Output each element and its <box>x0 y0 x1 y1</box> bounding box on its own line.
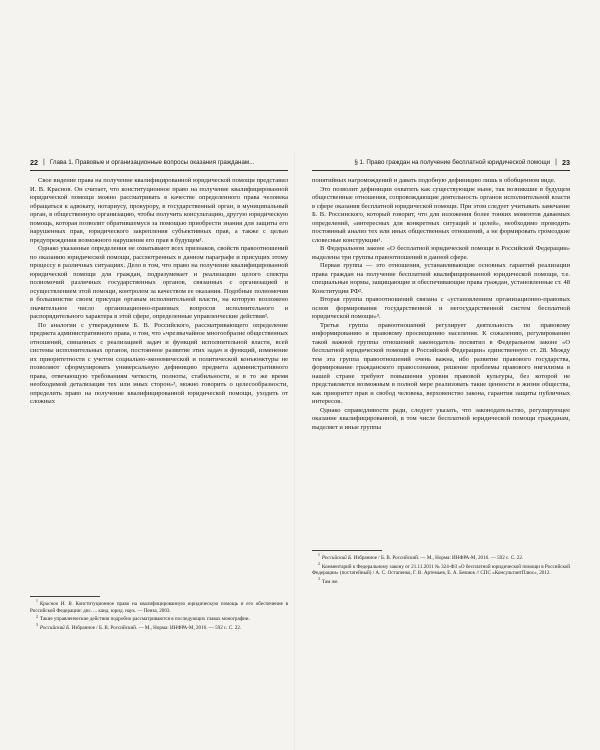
left-paragraph: Однако указанные определения не охватывают всех признаков, свойств правоотношений по оказанию юридической помощи, рассмотренных в данном параграфе и присущих этому процессу в различных ситуациях. Дело в том, что право на получение квалифицированной юридической помощи для граждан, подразумевает и реализацию целого спектра полномочий различных государственных органов, связанных с организацией и осуществлением этой помощи, контролем за качеством ее оказания. Подобные полномочия в большинстве своем присущи органам исполнительной власти, на которую возложено значительное число организационно-правовых вопросов исполнительного и распорядительного характера в этой сфере, определенные управленческие действия². <box>30 245 288 321</box>
right-footnotes <box>312 550 570 587</box>
footnote-text: Конституционное право на квалифицированную юридическую помощь и его обеспечение в Российской Федерации: дис. ... канд. юрид. наук. — Пенза, 2003. <box>30 601 288 614</box>
footnote-text: Избранное / Б. В. Российский. — М., Норма: ИНФРА-М, 2016. — 592 с. С. 22. <box>70 624 242 631</box>
left-running-header <box>30 158 288 171</box>
footnote-text: Комментарий к Федеральному закону от 21.11.2011 № 324-ФЗ «О бесплатной юридической помощи в Российской Федерации» (постатейный) / А. С. Остапенко, Г. В. Артемьев, Е. А. Бевзюк // СПС «КонсультантПлюс», 2012. <box>312 563 570 577</box>
right-running-header <box>312 158 570 171</box>
left-page <box>30 158 288 407</box>
footnote <box>30 616 288 623</box>
right-body-text <box>312 177 570 432</box>
footnote-mark: 3 <box>36 623 38 628</box>
left-page-number: 22 <box>30 158 38 167</box>
left-running-title: Глава 1. Правовые и организационные вопросы оказания гражданам... <box>49 159 255 166</box>
right-paragraph: Это позволит дефиниции охватить как существующие ныне, так возникшие в будущем общественные отношения, сопровождающие деятельность органов исполнительной власти в сфере оказания бесплатной юридической помощи. При этом следует учитывать замечание Б. В. Россинского, который говорит, что для изложения более тонких моментов даваемых определений, «интересных для конкретных ситуаций и целей», необходимо проводить постоянный анализ тех или иных общественных отношений, а не формировать громоздкие словесные конструкции¹. <box>312 185 570 244</box>
footnote <box>30 601 288 614</box>
footnote-mark: 1 <box>318 553 320 558</box>
footnote-text: Такие управленческие действия подробно рассматриваются в последующих главах монографии. <box>39 616 250 623</box>
right-paragraph: Первая группа — это отношения, устанавливающие основных гарантий реализации права граждан на получение бесплатной квалифицированной юридической помощи, т.е. специальные нормы, защищающие и обеспечивающие права граждан, установленные ст. 48 Конституции РФ². <box>312 262 570 295</box>
right-paragraph: Третья группа правоотношений регулирует деятельность по правовому информированию и правовому просвещению населения. К сожалению, регулированию такой важной группы отношений законодатель посвятил в Федеральном законе «О бесплатной юридической помощи в Российской Федерации» единственную ст. 28. Между тем эта группа правоотношений очень важна, ибо развитие правового государства, формирование гражданского правосознания, решение проблемы правового нигилизма в нашей стране требуют повышения уровня правовой культуры, без которой не представляется возможным в полной мере реализовать такие ценности в жизни общества, как приоритет прав и свобод человека, верховенство закона, гарантия защиты публичных интересов. <box>312 321 570 406</box>
footnote-mark: 2 <box>36 614 38 619</box>
footnote-text: Избранное / Б. В. Российский. — М., Норма: ИНФРА-М, 2016. — 592 с. С. 22. <box>352 555 524 561</box>
footnote-mark: 2 <box>318 561 320 566</box>
right-page-number: 23 <box>562 158 570 167</box>
left-paragraph: Свое видение права на получение квалифицированной юридической помощи представил И. В. Краснов. Он считает, что конституционное право на получение квалифицированной юридической помощи можно рассматривать в качестве определенного права человека обращаться к адвокату, нотариусу, прокурору, в государственный орган, в муниципальный орган, в общественную организацию, чтобы получить консультацию, другую юридическую помощь, которая позволит обратившемуся за помощью приобрести знания для защиты его нарушенных прав, юридического закрепления субъективных прав, а также с целью предупреждения возможного нарушения его прав в будущем¹. <box>30 177 288 244</box>
right-paragraph: Вторая группа правоотношений связана с «установлением организационно-правовых основ формирования государственной и негосударственной систем бесплатной юридической помощи»³. <box>312 296 570 321</box>
left-footnotes <box>30 596 288 633</box>
header-separator: | <box>555 159 557 166</box>
left-paragraph: По аналогии с утверждением Б. В. Российского, рассматривающего определение предмета административного права, о том, что «чрезвычайное многообразие общественных отношений, связанных с реализацией задач и функций исполнительной власти, всей системы исполнительных органов, постоянное развитие этих задач и функций, изменение их приоритетности с учетом социально-экономической и политической конъюнктуры не позволяют сформулировать универсальную дефиницию предмета административного права, отвечающую требованиям четкости, полноты, стабильности, и в то же время необходимой детализации тех или иных сторон»³, можно говорить о целесообразности, определить право на получение квалифицированной юридической помощи, уходить от сложных <box>30 321 288 406</box>
left-body-text <box>30 177 288 407</box>
right-paragraph: понятийных нагромождений и давать подобную дефиницию лишь в обобщенном виде. <box>312 177 556 184</box>
right-paragraph: В Федеральном законе «О бесплатной юридической помощи в Российской Федерации» выделены три группы правоотношений в данной сфере. <box>312 245 570 261</box>
right-section-title: § 1. Право граждан на получение бесплатной юридической помощи <box>354 159 551 166</box>
footnote <box>312 561 570 577</box>
footnote-rule <box>312 550 382 551</box>
footnote <box>312 579 570 586</box>
right-paragraph: Однако справедливости ради, следует указать, что законодательство, регулирующее оказание квалифицированной, в том числе бесплатной юридической помощи гражданам, выделяет и иные группы <box>312 406 570 431</box>
footnote-author: Краснов И. В. <box>39 601 73 607</box>
footnote-mark: 3 <box>318 577 320 582</box>
footnote-mark: 1 <box>36 599 38 604</box>
footnote-rule <box>30 596 100 597</box>
book-gutter <box>294 150 295 750</box>
header-separator: | <box>43 159 45 166</box>
right-page <box>312 158 570 432</box>
footnote-text: Там же. <box>321 578 339 585</box>
footnote <box>30 625 288 632</box>
footnote <box>312 555 570 562</box>
footnote-author: Российский Б. <box>39 624 71 631</box>
footnote-author: Российский Б. <box>321 555 353 561</box>
